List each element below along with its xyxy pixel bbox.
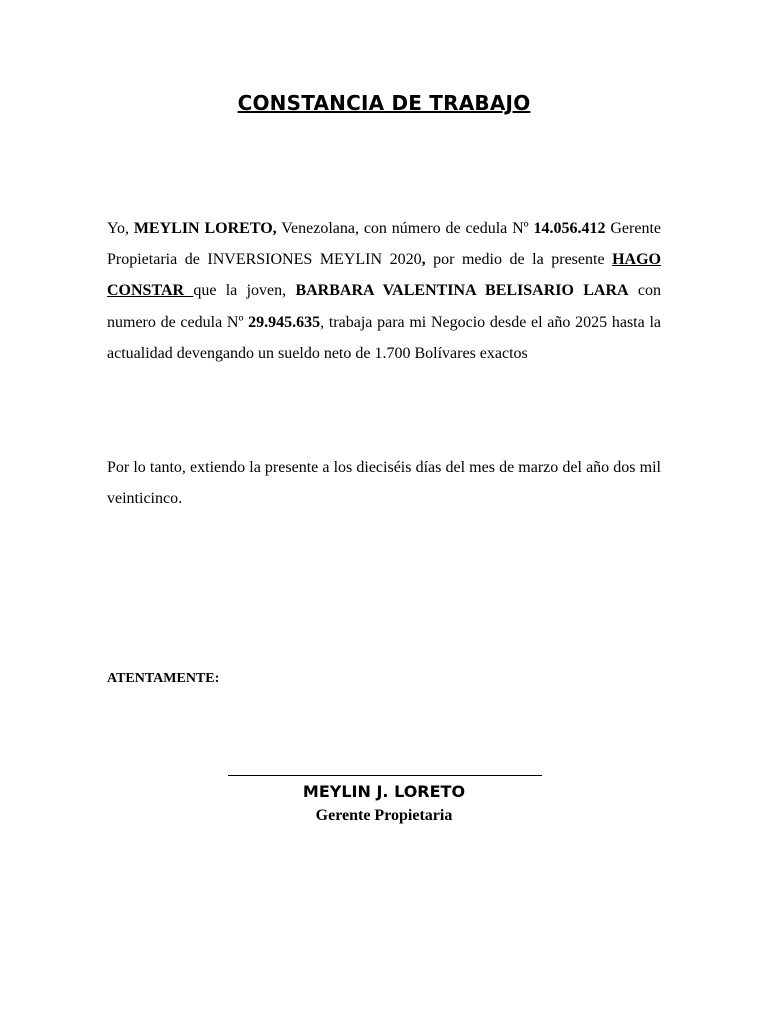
closing-salutation: ATENTAMENTE: xyxy=(107,671,220,686)
document-title: CONSTANCIA DE TRABAJO xyxy=(237,91,531,115)
certification-paragraph xyxy=(107,213,661,369)
issuance-paragraph: Por lo tanto, extiendo la presente a los dieciséis días del mes de marzo del año dos mil veinticinco. xyxy=(107,459,661,508)
signatory-role: Gerente Propietaria xyxy=(315,807,453,824)
text-young-woman: que la joven, xyxy=(193,282,296,300)
signature-line xyxy=(228,775,542,776)
employee-id-number: 29.945.635 xyxy=(248,313,321,331)
hago-constar: HAGO CONSTAR xyxy=(107,251,661,300)
issuer-name: MEYLIN LORETO, xyxy=(133,220,277,237)
text-id-label: con numero de cedula Nº xyxy=(107,282,662,331)
text-by-means: por medio de la presente xyxy=(425,251,613,269)
issuer-id-number: 14.056.412 xyxy=(533,220,606,237)
employee-name: BARBARA VALENTINA BELISARIO LARA xyxy=(295,282,629,300)
text-employment-details: , trabaja para mi Negocio desde el año 2025 hasta la actualidad devengando un sueldo neto de 1.700 Bolívares exactos xyxy=(107,313,661,362)
signatory-name: MEYLIN J. LORETO xyxy=(302,782,466,801)
text-intro: Yo, xyxy=(107,220,134,237)
text-company: Gerente Propietaria de INVERSIONES MEYLIN 2020 xyxy=(107,220,662,269)
bold-comma: , xyxy=(421,251,426,269)
text-nationality: Venezolana, con número de cedula Nº xyxy=(276,220,534,237)
